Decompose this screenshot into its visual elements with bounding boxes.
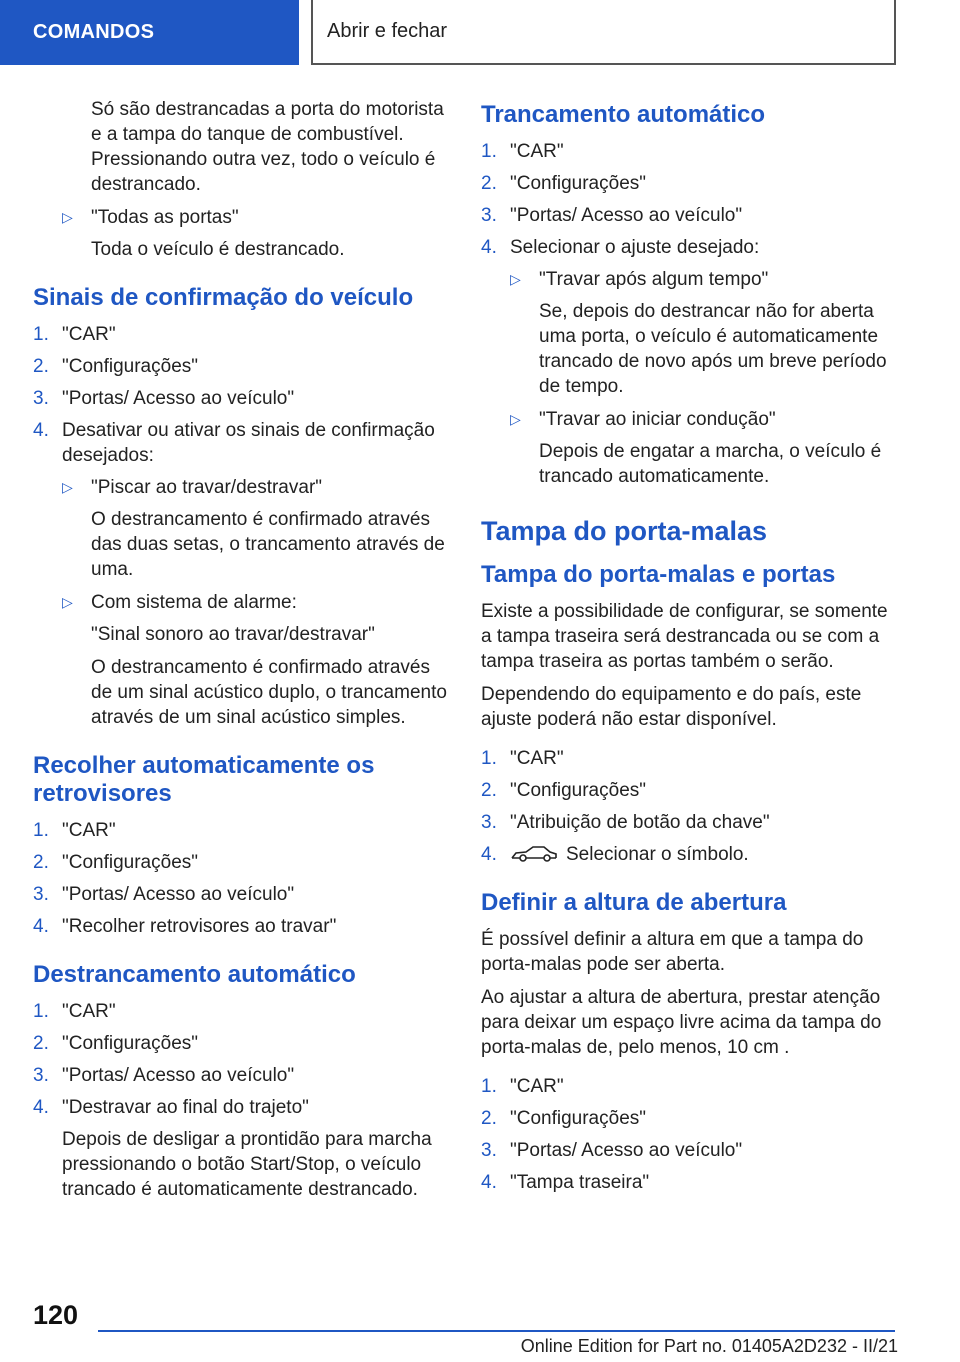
step-item: 4. "Destravar ao final do trajeto"	[33, 1097, 309, 1118]
car-icon	[510, 843, 558, 863]
triangle-bullet-icon: ▷	[62, 209, 73, 225]
step-item: 4. Selecionar o símbolo.	[481, 844, 749, 865]
bullet-item: ▷ "Piscar ao travar/destravar"	[62, 477, 323, 498]
paragraph: Toda o veículo é destrancado.	[91, 239, 345, 260]
paragraph: Ao ajustar a altura de abertura, prestar atenção para deixar um espaço livre acima da tampa do porta-malas de, pelo menos, 10 cm .	[481, 987, 882, 1058]
paragraph: Se, depois do destrancar não for aberta uma porta, o veículo é automaticamente trancado de novo após um breve período de tempo.	[539, 301, 887, 397]
step-item: 4. "Recolher retrovisores ao travar"	[33, 916, 337, 937]
paragraph: Existe a possibilidade de configurar, se somente a tampa traseira será destrancada ou se com a tampa traseira as portas também o serão.	[481, 601, 888, 672]
paragraph: O destrancamento é confirmado através das duas setas, o trancamento através de uma.	[91, 509, 445, 580]
right-column	[481, 97, 901, 1202]
triangle-bullet-icon: ▷	[510, 411, 521, 427]
triangle-bullet-icon: ▷	[62, 594, 73, 610]
step-item: 1. "CAR"	[481, 1076, 564, 1097]
step-item: 2. "Configurações"	[481, 780, 647, 801]
step-item: 3. "Portas/ Acesso ao veículo"	[33, 388, 295, 409]
step-item: 2. "Configurações"	[33, 852, 199, 873]
heading-fold-mirrors: Recolher automaticamente os retrovisores	[33, 752, 375, 807]
step-item: 4. Desativar ou ativar os sinais de confirmação desejados:	[33, 420, 435, 466]
step-item: 3. "Portas/ Acesso ao veículo"	[481, 1140, 743, 1161]
step-item: 1. "CAR"	[33, 1001, 116, 1022]
step-item: 2. "Configurações"	[33, 356, 199, 377]
section-header: Abrir e fechar	[311, 0, 896, 65]
step-item: 3. "Portas/ Acesso ao veículo"	[33, 884, 295, 905]
step-item: 3. "Atribuição de botão da chave"	[481, 812, 770, 833]
heading-opening-height: Definir a altura de abertura	[481, 889, 787, 916]
paragraph: Só são destrancadas a porta do motorista e a tampa do tanque de combustível. Pressionando outra vez, todo o veículo é destrancado.	[91, 99, 444, 195]
chapter-tab: COMANDOS	[0, 0, 299, 65]
step-item: 4. Selecionar o ajuste desejado:	[481, 237, 760, 258]
bullet-item: ▷ "Travar após algum tempo"	[510, 269, 769, 290]
paragraph: Depois de engatar a marcha, o veículo é trancado automaticamente.	[539, 441, 882, 487]
footer-edition: Online Edition for Part no. 01405A2D232 - II/21	[520, 1336, 898, 1356]
paragraph: Dependendo do equipamento e do país, este ajuste poderá não estar disponível.	[481, 684, 862, 730]
bullet-item: ▷ Com sistema de alarme:	[62, 592, 297, 613]
left-column	[33, 97, 453, 1210]
bullet-item: ▷ "Travar ao iniciar condução"	[510, 409, 776, 430]
step-item: 4. "Tampa traseira"	[481, 1172, 650, 1193]
step-item: 1. "CAR"	[33, 324, 116, 345]
paragraph: Depois de desligar a prontidão para marcha pressionando o botão Start/Stop, o veículo trancado é automaticamente destrancado.	[62, 1129, 432, 1200]
heading-trunk-lid: Tampa do porta-malas	[481, 516, 768, 546]
step-item: 1. "CAR"	[33, 820, 116, 841]
step-item: 3. "Portas/ Acesso ao veículo"	[481, 205, 743, 226]
heading-auto-unlock: Destrancamento automático	[33, 961, 356, 988]
page-number: 120	[33, 1300, 79, 1330]
step-item: 2. "Configurações"	[481, 173, 647, 194]
triangle-bullet-icon: ▷	[62, 479, 73, 495]
step-item: 3. "Portas/ Acesso ao veículo"	[33, 1065, 295, 1086]
triangle-bullet-icon: ▷	[510, 271, 521, 287]
heading-confirmation-signals: Sinais de confirmação do veículo	[33, 284, 414, 311]
paragraph: É possível definir a altura em que a tampa do porta-malas pode ser aberta.	[481, 929, 864, 975]
step-item: 1. "CAR"	[481, 748, 564, 769]
step-item: 2. "Configurações"	[33, 1033, 199, 1054]
step-item: 1. "CAR"	[481, 141, 564, 162]
bullet-item: ▷ "Todas as portas"	[62, 207, 239, 228]
heading-trunk-and-doors: Tampa do porta-malas e portas	[481, 561, 836, 588]
heading-auto-lock: Trancamento automático	[481, 101, 766, 128]
footer-divider	[98, 1330, 895, 1332]
step-item: 2. "Configurações"	[481, 1108, 647, 1129]
paragraph: "Sinal sonoro ao travar/destravar"	[91, 624, 375, 645]
paragraph: O destrancamento é confirmado através de um sinal acústico duplo, o trancamento através de um sinal acústico simples.	[91, 657, 447, 728]
